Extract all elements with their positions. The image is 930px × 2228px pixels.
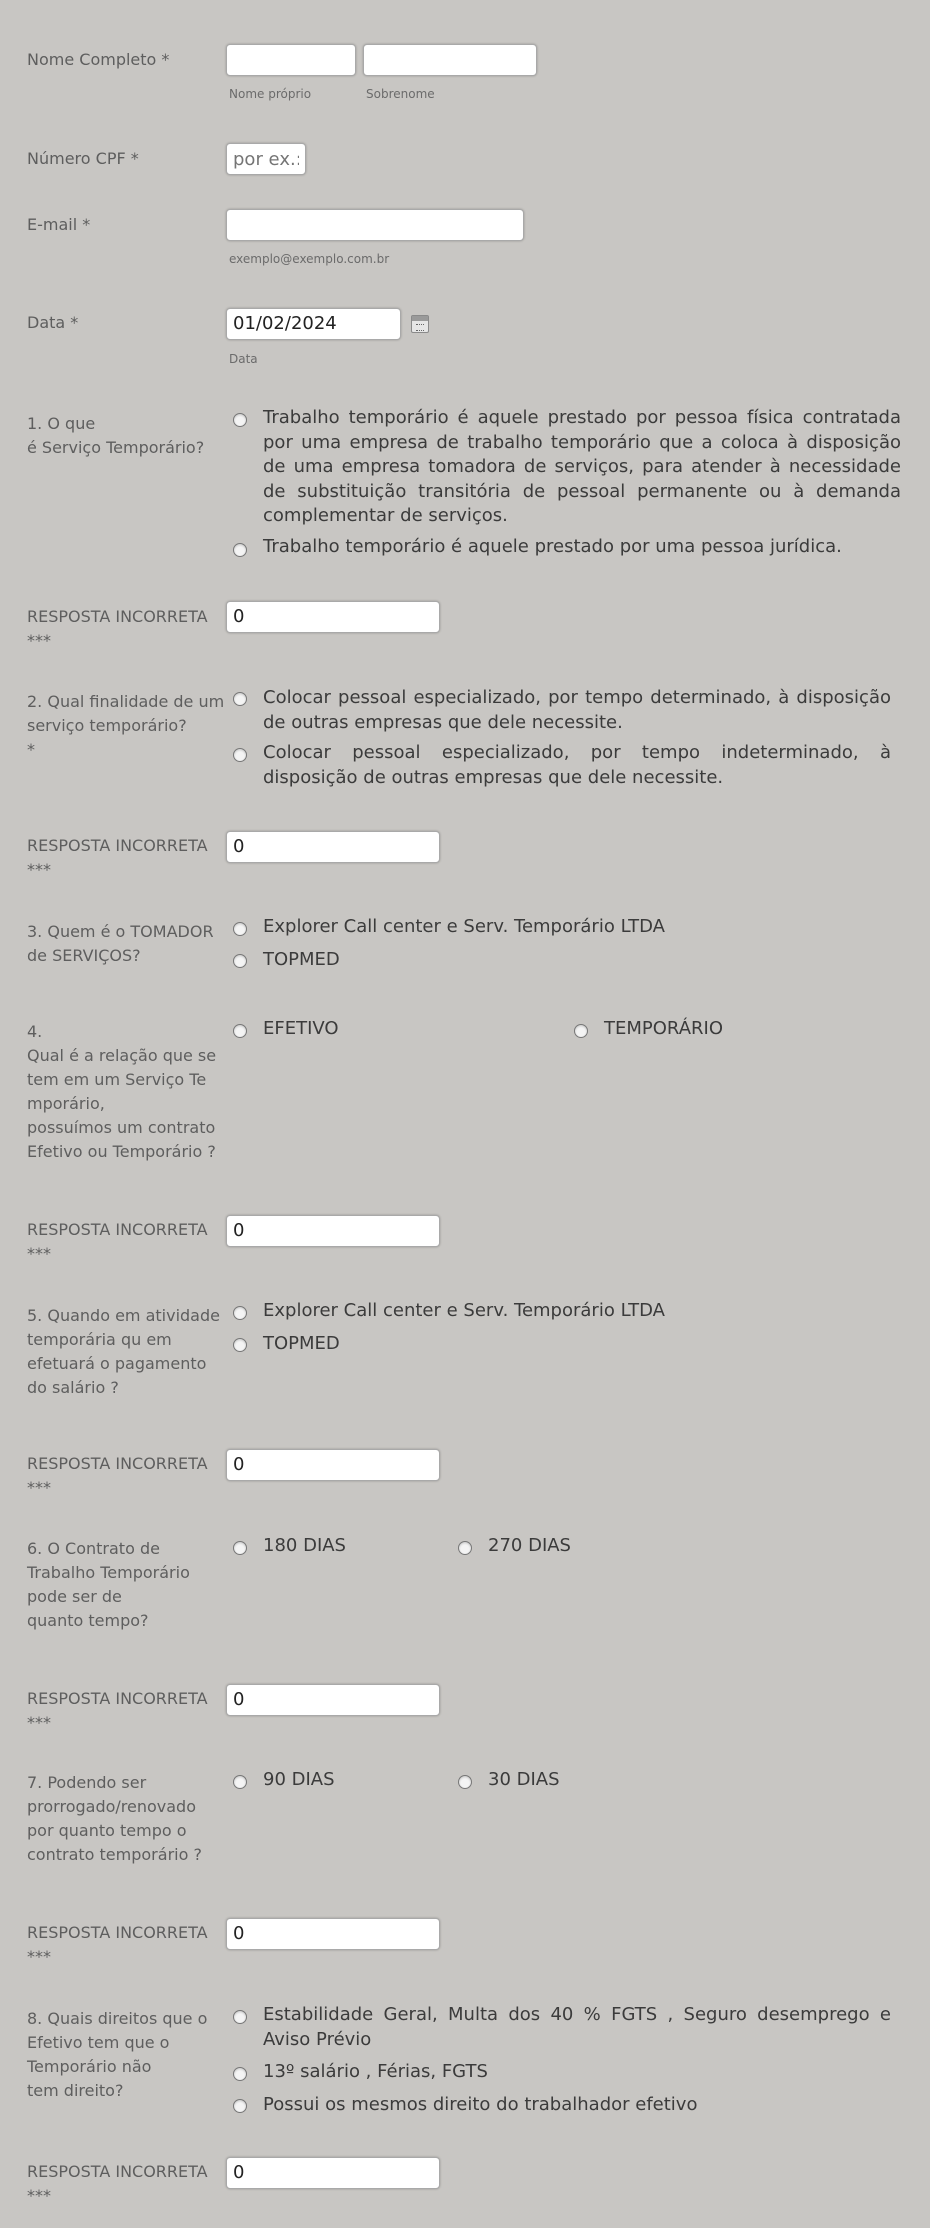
answer-8-input[interactable]: 0 bbox=[226, 2157, 440, 2189]
radio-button[interactable] bbox=[233, 1775, 247, 1789]
option-label: 180 DIAS bbox=[263, 1535, 346, 1556]
date-label: Data * bbox=[27, 313, 79, 332]
option-label: Estabilidade Geral, Multa dos 40 % FGTS , Seguro desemprego e Aviso Prévio bbox=[263, 2004, 891, 2050]
cpf-label: Número CPF * bbox=[27, 149, 139, 168]
answer-6-label: RESPOSTA INCORRETA *** bbox=[27, 1689, 208, 1732]
cpf-input[interactable] bbox=[226, 143, 306, 175]
radio-button[interactable] bbox=[233, 1306, 247, 1320]
option-label: Colocar pessoal especializado, por tempo indeterminado, à disposição de outras empresas que dele necessite. bbox=[263, 742, 891, 788]
first-name-sublabel: Nome próprio bbox=[229, 87, 312, 101]
question-6-label: 6. O Contrato de Trabalho Temporário pode ser de quanto tempo? bbox=[27, 1539, 190, 1630]
answer-4-label: RESPOSTA INCORRETA *** bbox=[27, 1220, 208, 1263]
question-8-label: 8. Quais direitos que o Efetivo tem que o Temporário não tem direito? bbox=[27, 2009, 208, 2100]
option-label: TEMPORÁRIO bbox=[604, 1018, 723, 1039]
radio-button[interactable] bbox=[458, 1775, 472, 1789]
answer-8-label: RESPOSTA INCORRETA *** bbox=[27, 2162, 208, 2205]
option-label: 90 DIAS bbox=[263, 1769, 335, 1790]
answer-4-input[interactable]: 0 bbox=[226, 1215, 440, 1247]
email-label: E-mail * bbox=[27, 215, 91, 234]
answer-6-input[interactable]: 0 bbox=[226, 1684, 440, 1716]
option-label: 270 DIAS bbox=[488, 1535, 571, 1556]
answer-2-input[interactable]: 0 bbox=[226, 831, 440, 863]
question-5-label: 5. Quando em atividade temporária qu em efetuará o pagamento do salário ? bbox=[27, 1306, 220, 1397]
option-label: Trabalho temporário é aquele prestado por uma pessoa jurídica. bbox=[263, 536, 842, 557]
question-2-label: 2. Qual finalidade de um serviço temporário? * bbox=[27, 692, 225, 759]
radio-button[interactable] bbox=[233, 413, 247, 427]
radio-button[interactable] bbox=[233, 748, 247, 762]
option-label: 13º salário , Férias, FGTS bbox=[263, 2061, 488, 2082]
answer-5-label: RESPOSTA INCORRETA *** bbox=[27, 1454, 208, 1497]
radio-button[interactable] bbox=[233, 1541, 247, 1555]
radio-button[interactable] bbox=[233, 543, 247, 557]
option-label: Explorer Call center e Serv. Temporário LTDA bbox=[263, 1300, 665, 1321]
option-label: TOPMED bbox=[263, 949, 340, 970]
answer-1-label: RESPOSTA INCORRETA *** bbox=[27, 607, 208, 650]
last-name-input[interactable] bbox=[363, 44, 537, 76]
email-input[interactable] bbox=[226, 209, 524, 241]
radio-button[interactable] bbox=[233, 2010, 247, 2024]
option-label: EFETIVO bbox=[263, 1018, 339, 1039]
question-7-label: 7. Podendo ser prorrogado/renovado por quanto tempo o contrato temporário ? bbox=[27, 1773, 202, 1864]
option-label: Colocar pessoal especializado, por tempo determinado, à disposição de outras empresas que dele necessite. bbox=[263, 687, 891, 733]
last-name-sublabel: Sobrenome bbox=[366, 87, 435, 101]
answer-7-input[interactable]: 0 bbox=[226, 1918, 440, 1950]
first-name-input[interactable] bbox=[226, 44, 356, 76]
answer-7-label: RESPOSTA INCORRETA *** bbox=[27, 1923, 208, 1966]
answer-2-label: RESPOSTA INCORRETA *** bbox=[27, 836, 208, 879]
radio-button[interactable] bbox=[233, 922, 247, 936]
radio-button[interactable] bbox=[233, 692, 247, 706]
radio-button[interactable] bbox=[574, 1024, 588, 1038]
nome-label: Nome Completo * bbox=[27, 50, 170, 69]
question-4-label: 4. Qual é a relação que se tem em um Serviço Te mporário, possuímos um contrato Efetivo ou Temporário ? bbox=[27, 1022, 217, 1161]
radio-button[interactable] bbox=[233, 954, 247, 968]
email-sublabel: exemplo@exemplo.com.br bbox=[229, 252, 390, 266]
radio-button[interactable] bbox=[233, 1338, 247, 1352]
question-3-label: 3. Quem é o TOMADOR de SERVIÇOS? bbox=[27, 922, 214, 965]
option-label: Explorer Call center e Serv. Temporário LTDA bbox=[263, 916, 665, 937]
answer-5-input[interactable]: 0 bbox=[226, 1449, 440, 1481]
date-sublabel: Data bbox=[229, 352, 258, 366]
radio-button[interactable] bbox=[233, 2067, 247, 2081]
answer-1-input[interactable]: 0 bbox=[226, 601, 440, 633]
radio-button[interactable] bbox=[233, 1024, 247, 1038]
date-input[interactable]: 01/02/2024 bbox=[226, 308, 401, 340]
option-label: TOPMED bbox=[263, 1333, 340, 1354]
radio-button[interactable] bbox=[458, 1541, 472, 1555]
option-label: 30 DIAS bbox=[488, 1769, 560, 1790]
option-label: Possui os mesmos direito do trabalhador efetivo bbox=[263, 2094, 698, 2115]
option-label: Trabalho temporário é aquele prestado por pessoa física contratada por uma empresa de trabalho temporário que a coloca à disposição de uma empresa tomadora de serviços, para atender à necessidade de substituição transitória de pessoal permanente ou à demanda complementar de serviços. bbox=[263, 407, 901, 526]
question-1-label: 1. O que é Serviço Temporário? bbox=[27, 414, 205, 457]
calendar-icon[interactable] bbox=[411, 315, 429, 333]
radio-button[interactable] bbox=[233, 2099, 247, 2113]
